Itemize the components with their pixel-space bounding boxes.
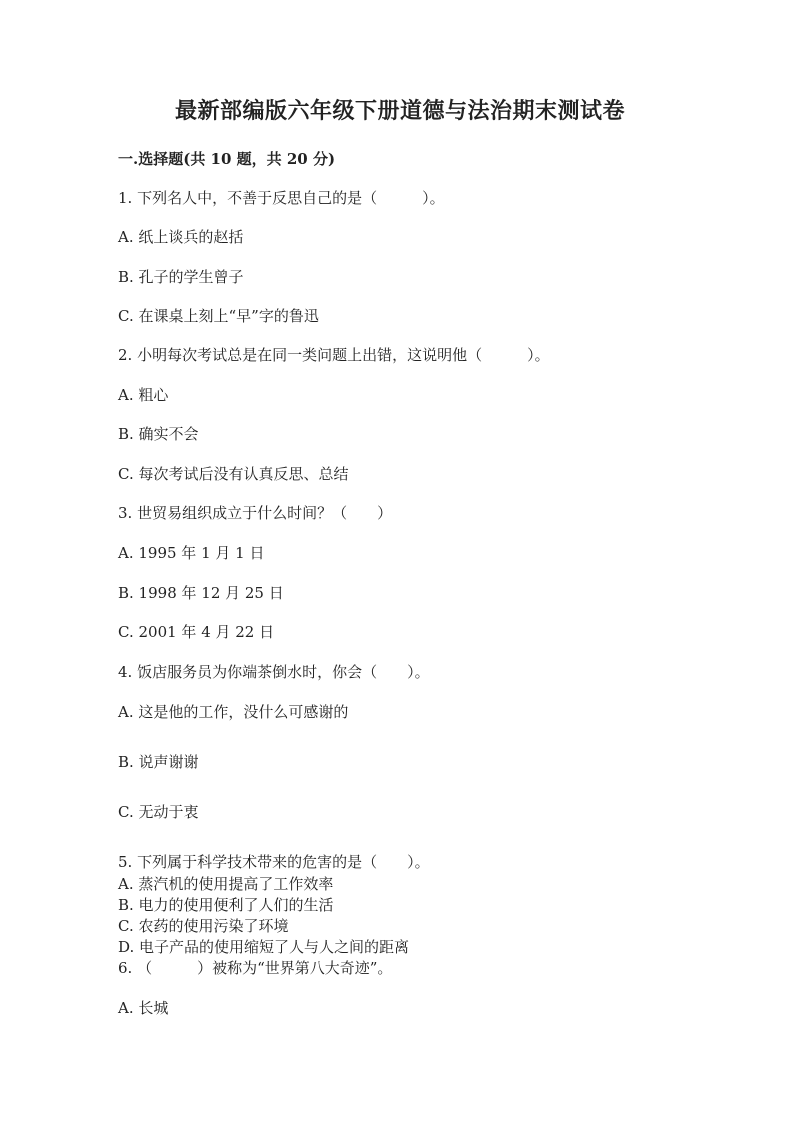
- question-3: 3. 世贸易组织成立于什么时间？（ ）: [118, 504, 393, 522]
- question-5-option-c: C. 农药的使用污染了环境: [118, 917, 289, 935]
- question-3-option-a: A. 1995 年 1 月 1 日: [118, 544, 265, 562]
- question-1: 1. 下列名人中，不善于反思自己的是（ ）。: [118, 189, 445, 207]
- question-6-option-a: A. 长城: [118, 999, 169, 1017]
- question-2: 2. 小明每次考试总是在同一类问题上出错，这说明他（ ）。: [118, 346, 550, 364]
- question-2-option-a: A. 粗心: [118, 386, 169, 404]
- question-1-option-b: B. 孔子的学生曾子: [118, 268, 244, 286]
- question-4-option-a: A. 这是他的工作，没什么可感谢的: [118, 703, 349, 721]
- question-1-option-a: A. 纸上谈兵的赵括: [118, 228, 244, 246]
- question-2-option-b: B. 确实不会: [118, 425, 199, 443]
- document-title: 最新部编版六年级下册道德与法治期末测试卷: [174, 98, 625, 124]
- question-5: 5. 下列属于科学技术带来的危害的是（ ）。: [118, 853, 430, 871]
- question-5-option-d: D. 电子产品的使用缩短了人与人之间的距离: [118, 938, 410, 956]
- question-4-option-c: C. 无动于衷: [118, 803, 199, 821]
- question-6: 6. （ ）被称为“世界第八大奇迹”。: [118, 959, 393, 977]
- question-5-option-b: B. 电力的使用便利了人们的生活: [118, 896, 334, 914]
- question-2-option-c: C. 每次考试后没有认真反思、总结: [118, 465, 349, 483]
- question-4-option-b: B. 说声谢谢: [118, 753, 199, 771]
- section-heading: 一.选择题(共 10 题，共 20 分): [118, 150, 336, 168]
- question-3-option-c: C. 2001 年 4 月 22 日: [118, 623, 275, 641]
- question-3-option-b: B. 1998 年 12 月 25 日: [118, 584, 284, 602]
- question-4: 4. 饭店服务员为你端茶倒水时，你会（ ）。: [118, 663, 430, 681]
- question-5-option-a: A. 蒸汽机的使用提高了工作效率: [118, 875, 334, 893]
- question-1-option-c: C. 在课桌上刻上“早”字的鲁迅: [118, 307, 319, 325]
